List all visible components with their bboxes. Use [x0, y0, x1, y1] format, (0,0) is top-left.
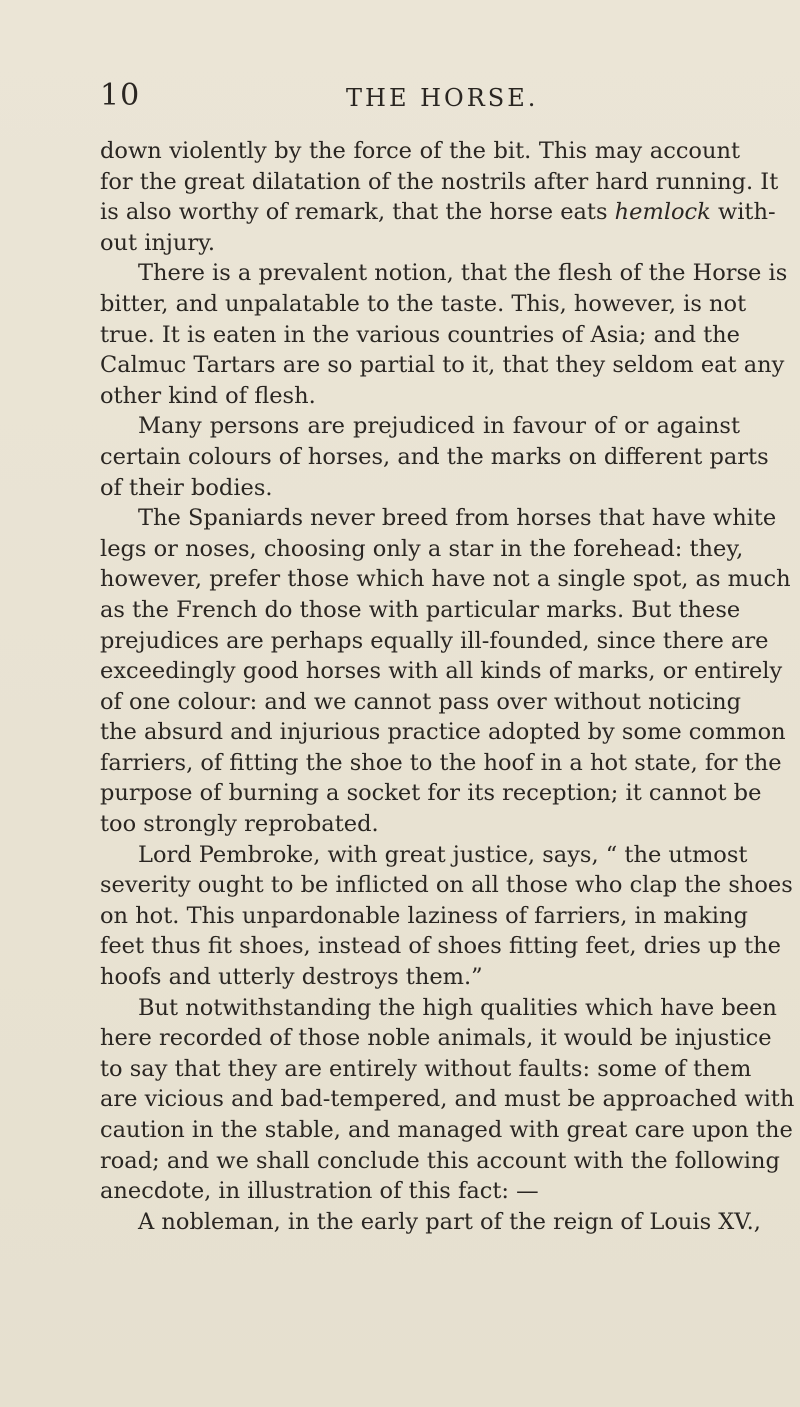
text-line: true. It is eaten in the various countries of Asia; and the [100, 321, 740, 348]
page-number: 10 [100, 78, 141, 113]
text-line: prejudices are perhaps equally ill-founded, since there are [100, 627, 769, 654]
text-line: anecdote, in illustration of this fact: — [100, 1178, 539, 1205]
text-segment: is also worthy of remark, that the horse eats [100, 199, 608, 226]
text-line: as the French do those with particular marks. But these [100, 596, 741, 623]
text-line: of their bodies. [100, 474, 273, 501]
text-line: here recorded of those noble animals, it would be injustice [100, 1025, 772, 1052]
italic-word: hemlock [614, 199, 711, 226]
text-line [100, 197, 776, 228]
paragraph-start: But notwithstanding the high qualities which have been [138, 994, 777, 1021]
body-text [100, 136, 795, 1237]
paragraph-start: Many persons are prejudiced in favour of or against [138, 413, 740, 440]
text-line: hoofs and utterly destroys them.” [100, 964, 483, 991]
paragraph-start: The Spaniards never breed from horses that have white [138, 505, 777, 532]
text-line: purpose of burning a socket for its reception; it cannot be [100, 780, 762, 807]
text-segment: with- [717, 199, 776, 226]
paragraph-start: There is a prevalent notion, that the flesh of the Horse is [138, 260, 788, 287]
text-line: for the great dilatation of the nostrils after hard running. It [100, 168, 779, 195]
page-header [100, 78, 740, 118]
text-line: down violently by the force of the bit. This may account [100, 138, 740, 164]
text-line: the absurd and injurious practice adopted by some common [100, 719, 786, 746]
text-line: feet thus fit shoes, instead of shoes fitting feet, dries up the [100, 933, 781, 960]
paragraph-start: Lord Pembroke, with great justice, says, “ the utmost [138, 841, 748, 868]
text-line: legs or noses, choosing only a star in the forehead: they, [100, 535, 744, 562]
text-line: caution in the stable, and managed with great care upon the [100, 1117, 793, 1143]
text-line: out injury. [100, 229, 216, 256]
text-line: road; and we shall conclude this account with the following [100, 1147, 780, 1174]
text-line: of one colour: and we cannot pass over without noticing [100, 688, 742, 715]
running-head: THE HORSE. [346, 84, 539, 112]
text-line: too strongly reprobated. [100, 811, 379, 838]
text-line: are vicious and bad-tempered, and must be approached with [100, 1086, 795, 1113]
text-line: to say that they are entirely without faults: some of them [100, 1055, 752, 1082]
text-line: other kind of flesh. [100, 382, 316, 409]
text-line: on hot. This unpardonable laziness of farriers, in making [100, 902, 748, 929]
text-line: Calmuc Tartars are so partial to it, that they seldom eat any [100, 352, 785, 379]
text-line: bitter, and unpalatable to the taste. This, however, is not [100, 290, 747, 317]
text-line: exceedingly good horses with all kinds of marks, or entirely [100, 658, 783, 685]
paragraph-start: A nobleman, in the early part of the reign of Louis XV., [138, 1208, 761, 1235]
text-line: severity ought to be inflicted on all those who clap the shoes [100, 872, 793, 899]
text-line: farriers, of fitting the shoe to the hoof in a hot state, for the [100, 749, 782, 776]
text-line: however, prefer those which have not a single spot, as much [100, 566, 791, 593]
text-line: certain colours of horses, and the marks on different parts [100, 443, 769, 470]
